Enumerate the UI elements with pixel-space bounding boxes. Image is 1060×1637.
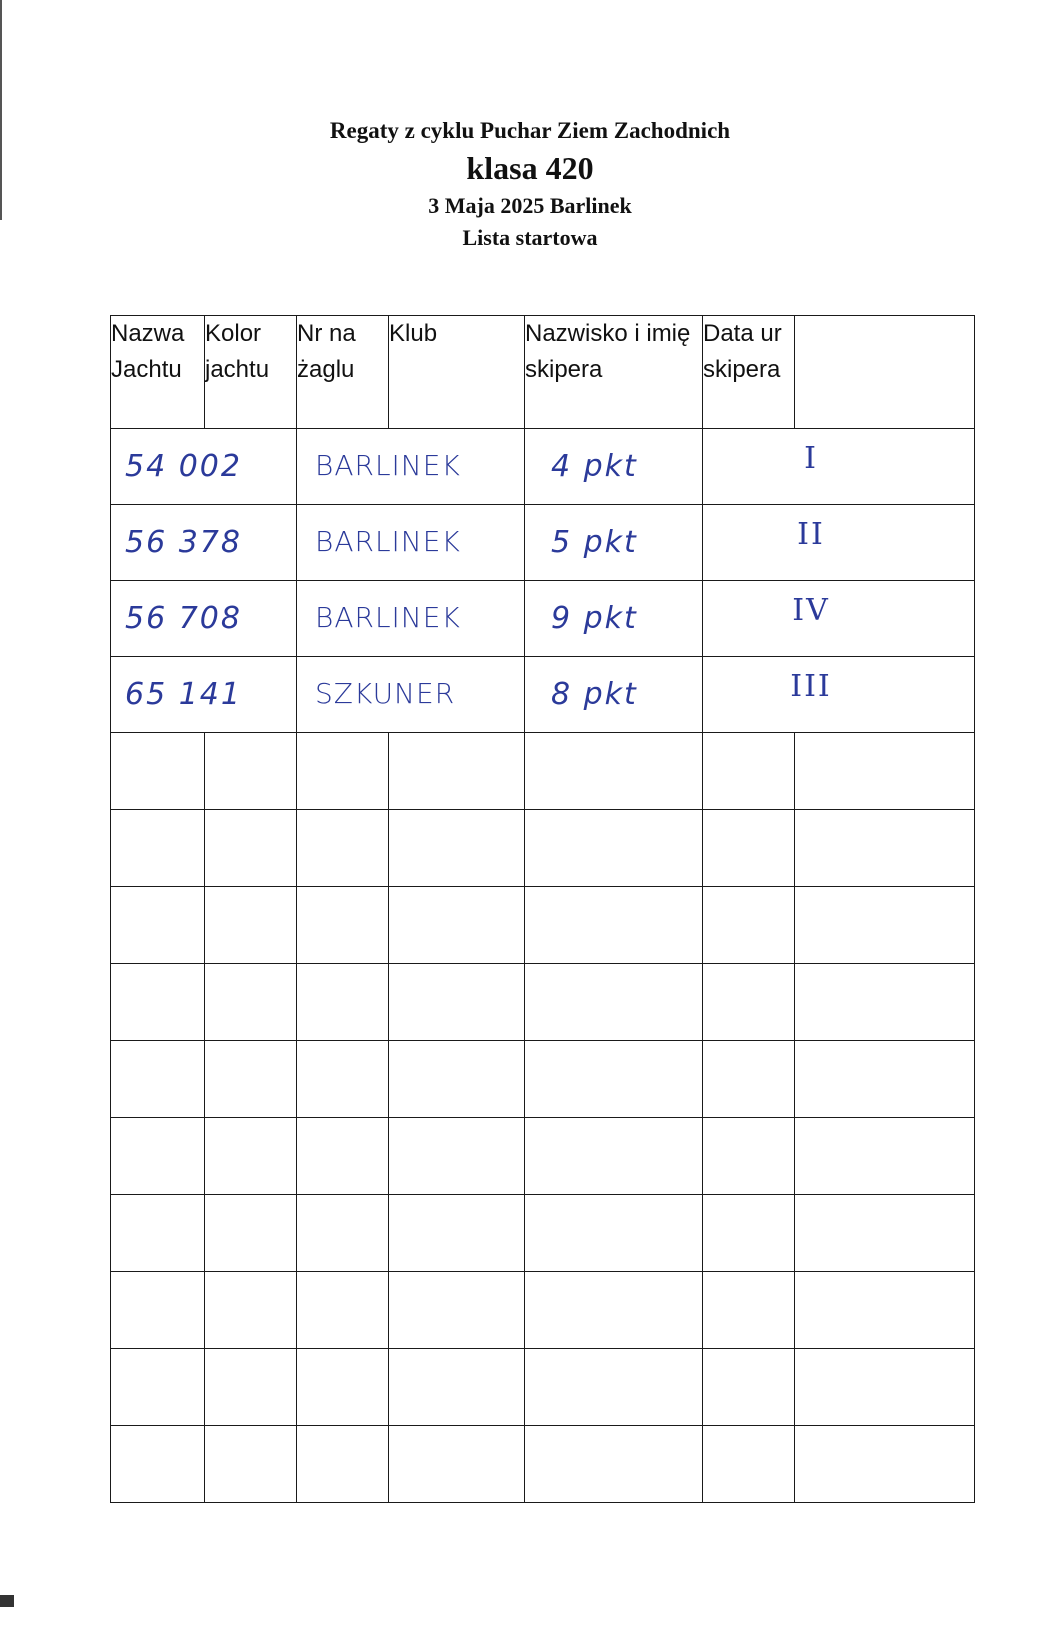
points-cell [525, 657, 703, 733]
empty-cell [703, 887, 795, 964]
empty-cell [111, 1041, 205, 1118]
empty-cell [389, 1118, 525, 1195]
empty-cell [795, 964, 975, 1041]
empty-cell [297, 887, 389, 964]
empty-cell [525, 810, 703, 887]
table-header-row [111, 316, 975, 429]
empty-cell [703, 1349, 795, 1426]
empty-cell [525, 964, 703, 1041]
handwritten-place: I [804, 441, 818, 476]
empty-table-row [111, 1426, 975, 1503]
place-cell [703, 581, 975, 657]
empty-cell [525, 1195, 703, 1272]
empty-cell [525, 1426, 703, 1503]
empty-cell [795, 1118, 975, 1195]
empty-cell [205, 1349, 297, 1426]
empty-cell [703, 1426, 795, 1503]
empty-cell [389, 964, 525, 1041]
place-cell [703, 505, 975, 581]
empty-cell [297, 1195, 389, 1272]
empty-cell [389, 1349, 525, 1426]
points-cell [525, 505, 703, 581]
empty-cell [703, 1195, 795, 1272]
table-row [111, 657, 975, 733]
empty-cell [205, 887, 297, 964]
empty-cell [205, 1041, 297, 1118]
empty-cell [389, 1041, 525, 1118]
empty-cell [525, 1272, 703, 1349]
empty-cell [111, 964, 205, 1041]
empty-cell [297, 1118, 389, 1195]
empty-cell [389, 733, 525, 810]
place-cell [703, 429, 975, 505]
empty-cell [525, 733, 703, 810]
empty-cell [703, 1272, 795, 1349]
handwritten-place: II [797, 517, 825, 552]
empty-cell [389, 887, 525, 964]
handwritten-sail-number: 56 378 [125, 525, 242, 560]
empty-cell [525, 887, 703, 964]
empty-cell [111, 1349, 205, 1426]
handwritten-sail-number: 56 708 [125, 601, 242, 636]
table-row [111, 505, 975, 581]
empty-cell [297, 1349, 389, 1426]
empty-table-row [111, 733, 975, 810]
empty-cell [525, 1349, 703, 1426]
empty-cell [389, 1426, 525, 1503]
empty-cell [525, 1041, 703, 1118]
points-cell [525, 429, 703, 505]
handwritten-club: BARLINEK [315, 525, 461, 558]
empty-cell [389, 1272, 525, 1349]
column-header: Klub [389, 316, 525, 429]
empty-cell [389, 1195, 525, 1272]
empty-cell [111, 1272, 205, 1349]
handwritten-points: 9 pkt [551, 601, 638, 636]
empty-cell [525, 1118, 703, 1195]
header-line-1: Regaty z cyklu Puchar Ziem Zachodnich [329, 118, 731, 143]
table-row [111, 581, 975, 657]
document-header [0, 115, 1060, 253]
header-line-2: klasa 420 [466, 150, 594, 186]
empty-cell [389, 810, 525, 887]
column-header: Kolor jachtu [205, 316, 297, 429]
empty-cell [297, 810, 389, 887]
empty-cell [795, 1349, 975, 1426]
empty-table-row [111, 964, 975, 1041]
handwritten-points: 5 pkt [551, 525, 638, 560]
empty-cell [795, 1426, 975, 1503]
club-cell [297, 429, 525, 505]
empty-cell [297, 1272, 389, 1349]
empty-cell [297, 1426, 389, 1503]
handwritten-place: IV [792, 593, 830, 628]
empty-cell [111, 810, 205, 887]
sail-number-cell [111, 429, 297, 505]
start-list-table [110, 315, 975, 1503]
place-cell [703, 657, 975, 733]
handwritten-points: 4 pkt [551, 449, 638, 484]
empty-cell [795, 733, 975, 810]
empty-cell [703, 964, 795, 1041]
empty-table-row [111, 1349, 975, 1426]
empty-cell [205, 1426, 297, 1503]
handwritten-club: SZKUNER [315, 677, 456, 710]
empty-table-row [111, 810, 975, 887]
club-cell [297, 581, 525, 657]
empty-table-row [111, 1118, 975, 1195]
column-header: Nazwa Jachtu [111, 316, 205, 429]
handwritten-points: 8 pkt [551, 677, 638, 712]
sail-number-cell [111, 581, 297, 657]
points-cell [525, 581, 703, 657]
empty-cell [205, 1195, 297, 1272]
empty-cell [205, 1118, 297, 1195]
handwritten-sail-number: 65 141 [125, 677, 242, 712]
club-cell [297, 657, 525, 733]
empty-cell [703, 1041, 795, 1118]
column-header: Nr na żaglu [297, 316, 389, 429]
empty-cell [111, 1195, 205, 1272]
club-cell [297, 505, 525, 581]
handwritten-sail-number: 54 002 [125, 449, 242, 484]
empty-cell [795, 1195, 975, 1272]
empty-cell [205, 810, 297, 887]
column-header: Data ur skipera [703, 316, 795, 429]
empty-cell [111, 1426, 205, 1503]
empty-cell [111, 1118, 205, 1195]
empty-table-row [111, 1195, 975, 1272]
sail-number-cell [111, 657, 297, 733]
scan-corner-mark [0, 1595, 14, 1607]
header-line-3: 3 Maja 2025 Barlinek [428, 193, 632, 218]
empty-cell [297, 733, 389, 810]
empty-table-row [111, 1272, 975, 1349]
empty-cell [703, 1118, 795, 1195]
empty-cell [297, 964, 389, 1041]
empty-cell [297, 1041, 389, 1118]
empty-cell [703, 733, 795, 810]
header-line-4: Lista startowa [462, 225, 598, 250]
table-row [111, 429, 975, 505]
empty-cell [703, 810, 795, 887]
empty-cell [205, 1272, 297, 1349]
handwritten-place: III [790, 669, 832, 704]
column-header: Nazwisko i imię skipera [525, 316, 703, 429]
empty-cell [795, 1041, 975, 1118]
empty-cell [795, 1272, 975, 1349]
handwritten-club: BARLINEK [315, 449, 461, 482]
empty-table-row [111, 1041, 975, 1118]
column-header [795, 316, 975, 429]
empty-cell [795, 887, 975, 964]
empty-cell [795, 810, 975, 887]
empty-table-row [111, 887, 975, 964]
empty-cell [205, 733, 297, 810]
handwritten-club: BARLINEK [315, 601, 461, 634]
empty-cell [111, 887, 205, 964]
empty-cell [205, 964, 297, 1041]
sail-number-cell [111, 505, 297, 581]
empty-cell [111, 733, 205, 810]
